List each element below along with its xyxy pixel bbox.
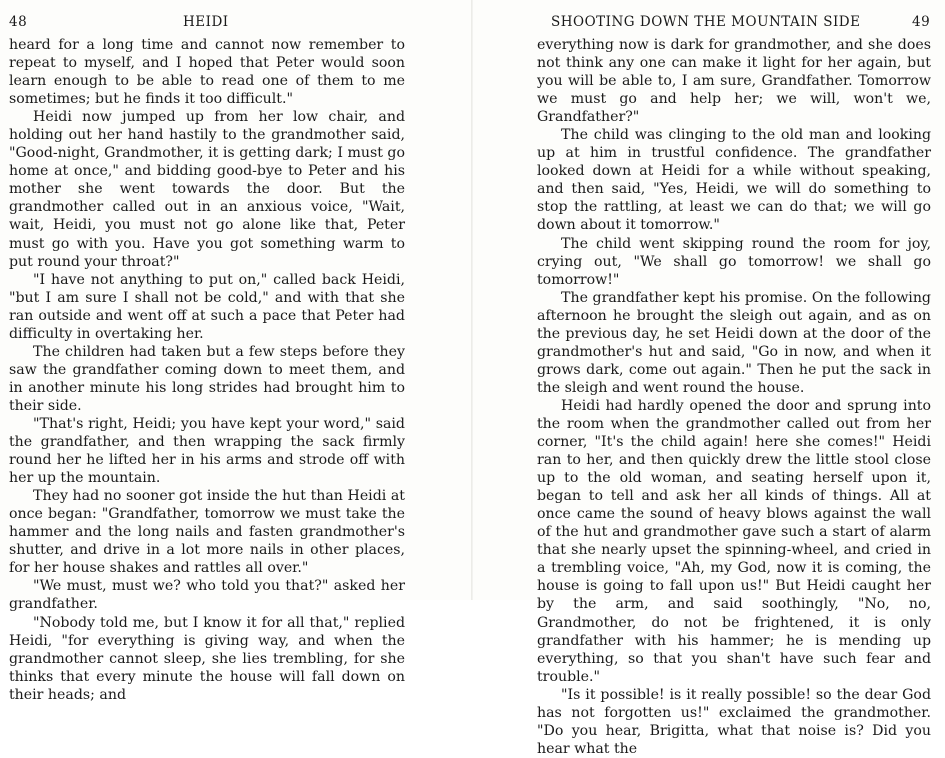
paragraph: They had no sooner got inside the hut than Heidi at once began: "Grandfather, tomorrow we must take the hammer and the long nails and fasten grandmother's shutter, and drive in a lot more nails in other places, for her house shakes and rattles all over." xyxy=(9,488,405,577)
paragraph: "We must, must we? who told you that?" asked her grandfather. xyxy=(9,578,405,613)
paragraph: The children had taken but a few steps before they saw the grandfather coming down to meet them, and in another minute his long strides had brought him to their side. xyxy=(9,343,405,414)
paragraph: Heidi had hardly opened the door and sprung into the room when the grandmother called out from her corner, "It's the child again! here she comes!" Heidi ran to her, and then quickly drew the little stool close up to the old woman, and seating herself upon it, began to tell and ask her all kinds of things. All at once came the sound of heavy blows against the wall of the hut and grandmother gave such a start of alarm that she nearly upset the spinning-wheel, and cried in a trembling voice, "Ah, my God, now it is coming, the house is going to fall upon us!" But Heidi caught her by the arm, and said soothingly, "No, no, Grandmother, do not be frightened, it is only grandfather with his hammer; he is mending up everything, so that you shan't have such fear and trouble." xyxy=(537,397,931,685)
left-page-text xyxy=(9,36,405,704)
paragraph: Heidi now jumped up from her low chair, and holding out her hand hastily to the grandmother said, "Good-night, Grandmother, it is getting dark; I must go home at once," and bidding good-bye to Peter and his mother she went towards the door. But the grandmother called out in an anxious voice, "Wait, wait, Heidi, you must not go alone like that, Peter must go with you. Have you got something warm to put round your throat?" xyxy=(9,109,405,270)
paragraph: heard for a long time and cannot now remember to repeat to myself, and I hoped that Peter would soon learn enough to be able to read one of them to me sometimes; but he finds it too difficult." xyxy=(9,37,405,108)
right-page-text xyxy=(537,36,931,758)
right-page xyxy=(473,0,945,757)
paragraph: everything now is dark for grandmother, and she does not think any one can make it light for her again, but you will be able to, I am sure, Grandfather. Tomorrow we must go and help her; we will, won't we, Grandfather?" xyxy=(537,37,931,126)
left-page xyxy=(0,0,472,703)
paragraph: "That's right, Heidi; you have kept your word," said the grandfather, and then wrapping the sack firmly round her he lifted her in his arms and strode off with her up the mountain. xyxy=(9,415,405,487)
running-head-left: HEIDI xyxy=(183,14,229,30)
paragraph: The child was clinging to the old man and looking up at him in trustful confidence. The grandfather looked down at Heidi for a while without speaking, and then said, "Yes, Heidi, we will do something to stop the rattling, at least we can do that; we will go down about it tomorrow." xyxy=(537,127,931,234)
paragraph: "Nobody told me, but I know it for all that," replied Heidi, "for everything is giving way, and when the grandmother cannot sleep, she lies trembling, for she thinks that every minute the house will fall down on their heads; and xyxy=(9,614,405,703)
page-number-left: 48 xyxy=(9,14,28,30)
page-number-right: 49 xyxy=(912,14,931,30)
running-head-right: SHOOTING DOWN THE MOUNTAIN SIDE xyxy=(551,14,861,30)
paragraph: The grandfather kept his promise. On the following afternoon he brought the sleigh out again, and as on the previous day, he set Heidi down at the door of the grandmother's hut and said, "Go in now, and when it grows dark, come out again." Then he put the sack in the sleigh and went round the house. xyxy=(537,289,931,396)
paragraph: "Is it possible! is it really possible! so the dear God has not forgotten us!" exclaimed the grandmother. "Do you hear, Brigitta, what that noise is? Did you hear what the xyxy=(537,686,931,757)
paragraph: The child went skipping round the room for joy, crying out, "We shall go tomorrow! we shall go tomorrow!" xyxy=(537,235,931,288)
paragraph: "I have not anything to put on," called back Heidi, "but I am sure I shall not be cold," and with that she ran outside and went off at such a pace that Peter had difficulty in overtaking her. xyxy=(9,271,405,342)
